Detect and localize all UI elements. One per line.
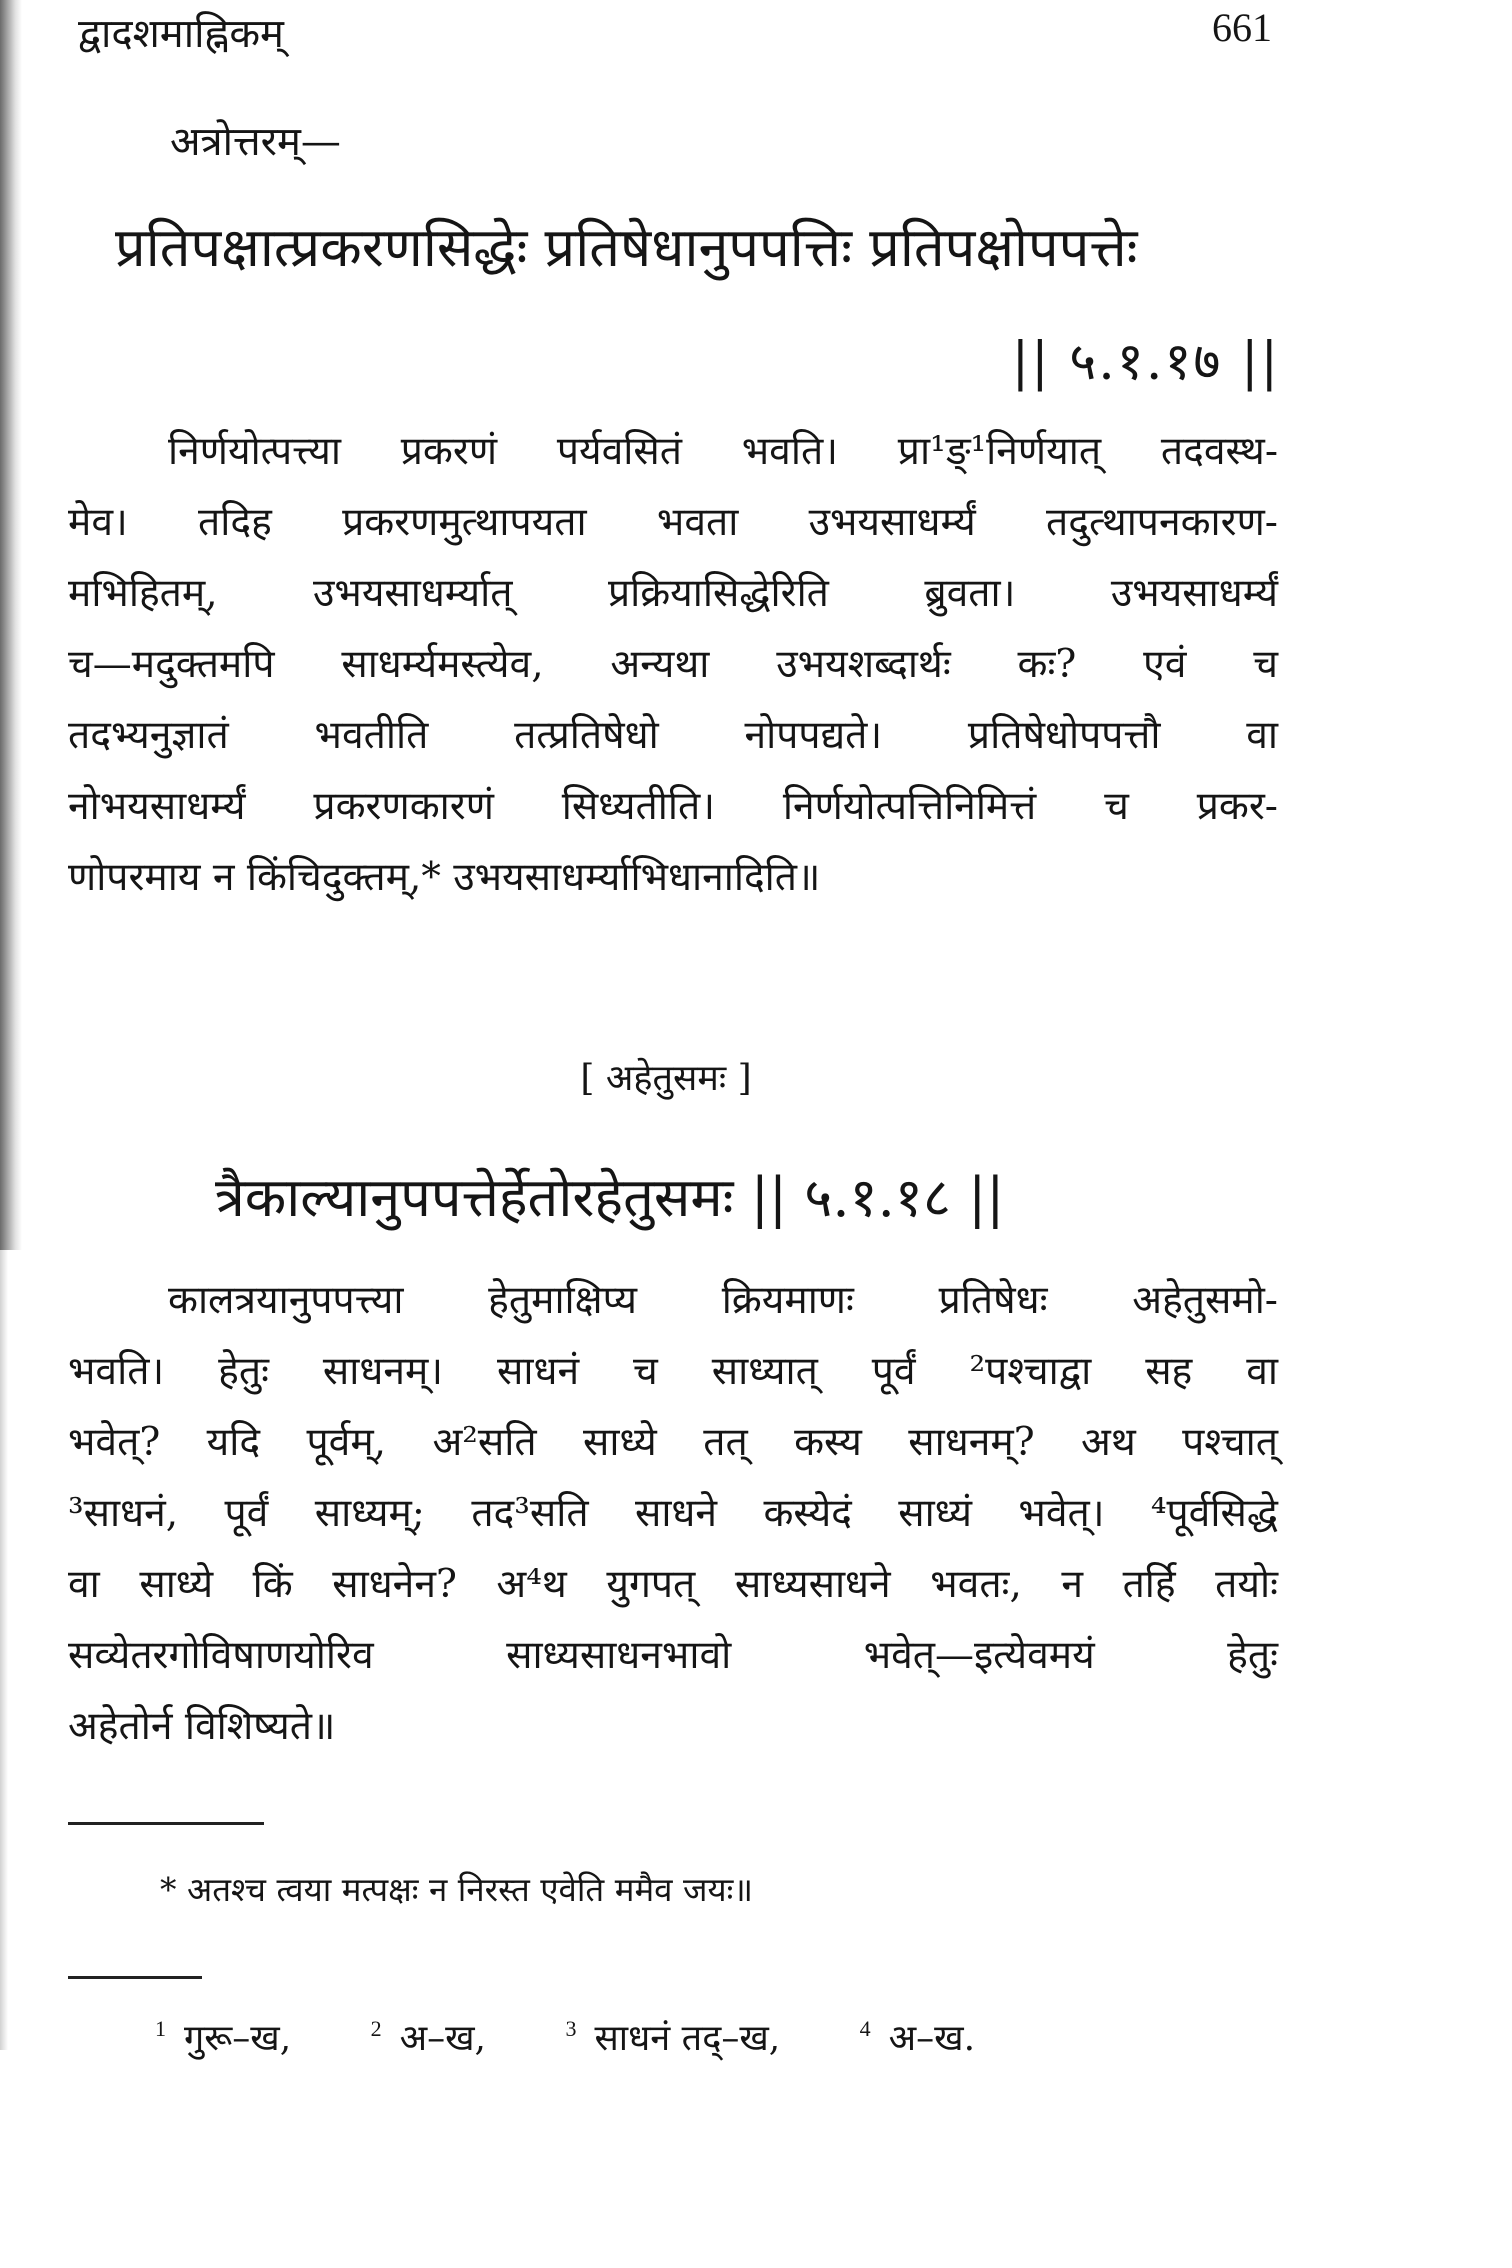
sutra-5-1-17: प्रतिपक्षात्प्रकरणसिद्धेः प्रतिषेधानुपपत्तिः प्रतिपक्षोपपत्तेः — [115, 216, 1138, 279]
variant-text: अ–ख, — [399, 2018, 486, 2059]
variant-reading — [860, 2012, 975, 2061]
text-line: ³साधनं, पूर्वं साध्यम्; तद³सति साधने कस्येदं साध्यं भवेत्। ⁴पूर्वसिद्धे — [68, 1491, 1278, 1536]
page-number: 661 — [1212, 5, 1272, 50]
variants-divider — [68, 1976, 202, 1979]
variant-text: गुरू–ख, — [184, 2018, 292, 2059]
variant-mark: 3 — [565, 2016, 577, 2041]
variant-mark: 4 — [859, 2016, 871, 2041]
variant-readings — [155, 2012, 1295, 2061]
text-line: मभिहितम्, उभयसाधर्म्यात् प्रक्रियासिद्धेरिति ब्रुवता। उभयसाधर्म्यं — [68, 571, 1278, 616]
footnote-divider — [68, 1822, 264, 1825]
text-line: अहेतोर्न विशिष्यते॥ — [68, 1704, 336, 1749]
variant-text: साधनं तद्–ख, — [594, 2018, 781, 2059]
section-heading-text: [ अहेतुसमः ] — [580, 1058, 752, 1099]
text-line: तदभ्यनुज्ञातं भवतीति तत्प्रतिषेधो नोपपद्यते। प्रतिषेधोपपत्तौ वा — [68, 713, 1278, 758]
text-line: वा साध्ये किं साधनेन? अ⁴थ युगपत् साध्यसाधने भवतः, न तर्हि तयोः — [68, 1562, 1278, 1607]
variant-reading — [371, 2012, 486, 2061]
sutra-5-1-18: त्रैकाल्यानुपपत्तेर्हेतोरहेतुसमः || ५.१.१८ || — [215, 1166, 1005, 1229]
variant-reading — [155, 2012, 291, 2061]
text-line: नोभयसाधर्म्यं प्रकरणकारणं सिध्यतीति। निर्णयोत्पत्तिनिमित्तं च प्रकर- — [68, 784, 1278, 829]
variant-mark: 1 — [155, 2016, 166, 2041]
text-line: च—मदुक्तमपि साधर्म्यमस्त्येव, अन्यथा उभयशब्दार्थः कः? एवं च — [68, 642, 1278, 687]
variant-mark: 2 — [370, 2016, 382, 2041]
text-line: निर्णयोत्पत्त्या प्रकरणं पर्यवसितं भवति। प्रा¹ङ्¹निर्णयात् तदवस्थ- — [168, 429, 1278, 474]
running-head: द्वादशमाह्निकम् — [78, 11, 284, 57]
text-line: भवेत्? यदि पूर्वम्, अ²सति साध्ये तत् कस्य साधनम्? अथ पश्चात् — [68, 1420, 1278, 1465]
text-line: णोपरमाय न किंचिदुक्तम्,* उभयसाधर्म्याभिधानादिति॥ — [68, 855, 821, 900]
section-heading — [0, 1052, 1512, 1101]
text-line: भवति। हेतुः साधनम्। साधनं च साध्यात् पूर्वं ²पश्चाद्वा सह वा — [68, 1349, 1278, 1394]
commentary-paragraph-2 — [68, 1265, 1278, 1762]
intro-line: अत्रोत्तरम्— — [170, 119, 341, 165]
variant-reading — [565, 2012, 780, 2061]
footnote-star: * अतश्च त्वया मत्पक्षः न निरस्त एवेति ममैव जयः॥ — [160, 1870, 754, 1909]
text-line: मेव। तदिह प्रकरणमुत्थापयता भवता उभयसाधर्म्यं तदुत्थापनकारण- — [68, 500, 1278, 545]
text-line: सव्येतरगोविषाणयोरिव साध्यसाधनभावो भवेत्—इत्येवमयं हेतुः — [68, 1633, 1278, 1678]
binding-shadow-lower — [0, 1250, 8, 2050]
text-line: कालत्रयानुपपत्त्या हेतुमाक्षिप्य क्रियमाणः प्रतिषेधः अहेतुसमो- — [168, 1278, 1278, 1323]
sutra-number: || ५.१.१७ || — [1011, 332, 1280, 392]
commentary-paragraph-1 — [68, 416, 1278, 913]
variant-text: अ–ख. — [888, 2018, 976, 2059]
